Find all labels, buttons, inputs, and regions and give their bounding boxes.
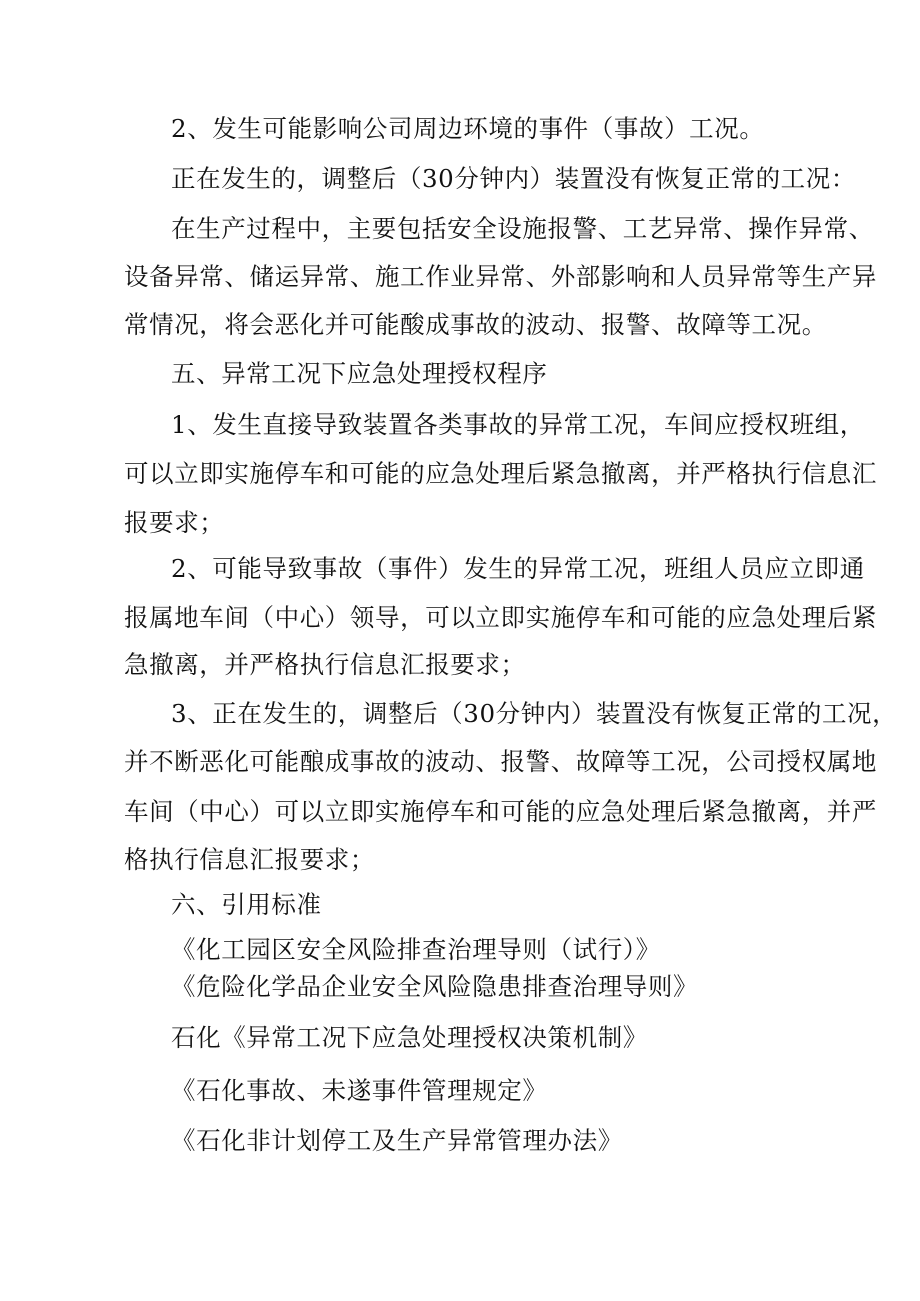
paragraph-line: 正在发生的，调整后（30分钟内）装置没有恢复正常的工况： — [171, 164, 856, 193]
reference-item: 《石化非计划停工及生产异常管理办法》 — [171, 1126, 623, 1155]
reference-item: 《化工园区安全风险排查治理导则（试行）》 — [171, 935, 661, 964]
paragraph-line: 常情况，将会恶化并可能酸成事故的波动、报警、故障等工况。 — [124, 310, 827, 339]
paragraph-line: 格执行信息汇报要求； — [124, 845, 375, 874]
paragraph-line: 并不断恶化可能酿成事故的波动、报警、故障等工况，公司授权属地 — [124, 747, 877, 776]
section-heading: 五、异常工况下应急处理授权程序 — [171, 359, 548, 388]
paragraph-line: 报要求； — [124, 508, 225, 537]
section-heading: 六、引用标准 — [171, 890, 322, 919]
paragraph-line: 2、可能导致事故（事件）发生的异常工况，班组人员应立即通 — [171, 554, 865, 583]
paragraph-line: 2、发生可能影响公司周边环境的事件（事故）工况。 — [171, 114, 765, 143]
paragraph-line: 报属地车间（中心）领导，可以立即实施停车和可能的应急处理后紧 — [124, 603, 877, 632]
paragraph-line: 急撤离，并严格执行信息汇报要求； — [124, 650, 526, 679]
paragraph-line: 可以立即实施停车和可能的应急处理后紧急撤离，并严格执行信息汇 — [124, 459, 877, 488]
paragraph-line: 3、正在发生的，调整后（30分钟内）装置没有恢复正常的工况， — [171, 699, 898, 728]
reference-item: 《石化事故、未遂事件管理规定》 — [171, 1076, 548, 1105]
reference-item: 《危险化学品企业安全风险隐患排查治理导则》 — [171, 972, 699, 1001]
reference-item: 石化《异常工况下应急处理授权决策机制》 — [171, 1023, 648, 1052]
paragraph-line: 在生产过程中，主要包括安全设施报警、工艺异常、操作异常、 — [171, 214, 874, 243]
paragraph-line: 1、发生直接导致装置各类事故的异常工况，车间应授权班组， — [171, 410, 865, 439]
paragraph-line: 设备异常、储运异常、施工作业异常、外部影响和人员异常等生产异 — [124, 262, 877, 291]
paragraph-line: 车间（中心）可以立即实施停车和可能的应急处理后紧急撤离，并严 — [124, 797, 877, 826]
